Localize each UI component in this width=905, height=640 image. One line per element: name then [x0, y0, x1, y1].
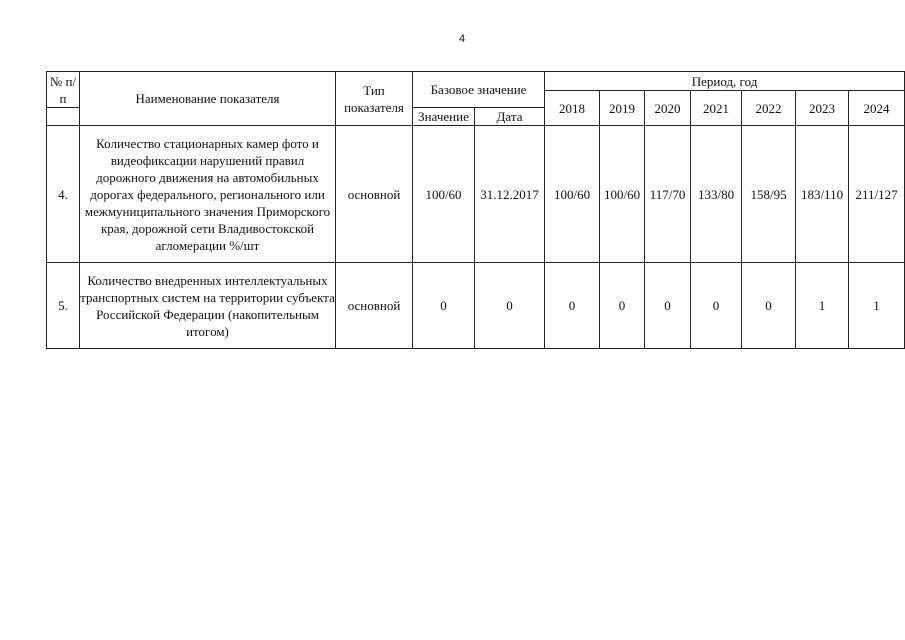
header-base-value: Значение	[413, 108, 475, 126]
row-value-2023: 183/110	[796, 126, 849, 263]
header-year-2020: 2020	[645, 91, 691, 126]
row-value-2024: 1	[849, 263, 905, 349]
header-num: № п/п	[47, 72, 80, 108]
header-row-1	[47, 72, 905, 91]
row-base-value: 100/60	[413, 126, 475, 263]
header-name: Наименование показателя	[80, 72, 336, 126]
header-base-date: Дата	[475, 108, 545, 126]
header-base: Базовое значение	[413, 72, 545, 108]
row-name: Количество внедренных интеллектуальных транспортных систем на территории субъекта Российской Федерации (накопительным итогом)	[80, 263, 336, 349]
header-num-spacer	[47, 108, 80, 126]
row-value-2018: 100/60	[545, 126, 600, 263]
row-num: 5.	[47, 263, 80, 349]
row-name: Количество стационарных камер фото и видеофиксации нарушений правил дорожного движения на автомобильных дорогах федерального, регионального или межмуниципального значения Приморского края, дорожной сети Владивостокской агломерации %/шт	[80, 126, 336, 263]
row-base-date: 0	[475, 263, 545, 349]
table-row	[47, 126, 905, 263]
indicators-table	[46, 71, 905, 349]
header-year-2022: 2022	[742, 91, 796, 126]
row-value-2023: 1	[796, 263, 849, 349]
row-value-2021: 0	[691, 263, 742, 349]
row-value-2020: 0	[645, 263, 691, 349]
row-value-2022: 0	[742, 263, 796, 349]
header-year-2023: 2023	[796, 91, 849, 126]
table-row	[47, 263, 905, 349]
page-number: 4	[458, 33, 466, 45]
row-num: 4.	[47, 126, 80, 263]
row-base-date: 31.12.2017	[475, 126, 545, 263]
header-year-2018: 2018	[545, 91, 600, 126]
row-value-2018: 0	[545, 263, 600, 349]
row-value-2020: 117/70	[645, 126, 691, 263]
row-type: основной	[336, 126, 413, 263]
row-value-2021: 133/80	[691, 126, 742, 263]
row-value-2024: 211/127	[849, 126, 905, 263]
header-year-2024: 2024	[849, 91, 905, 126]
row-value-2019: 100/60	[600, 126, 645, 263]
row-value-2022: 158/95	[742, 126, 796, 263]
row-base-value: 0	[413, 263, 475, 349]
header-year-2019: 2019	[600, 91, 645, 126]
header-year-2021: 2021	[691, 91, 742, 126]
row-value-2019: 0	[600, 263, 645, 349]
row-type: основной	[336, 263, 413, 349]
header-period: Период, год	[545, 72, 905, 91]
header-type: Тип показателя	[336, 72, 413, 126]
